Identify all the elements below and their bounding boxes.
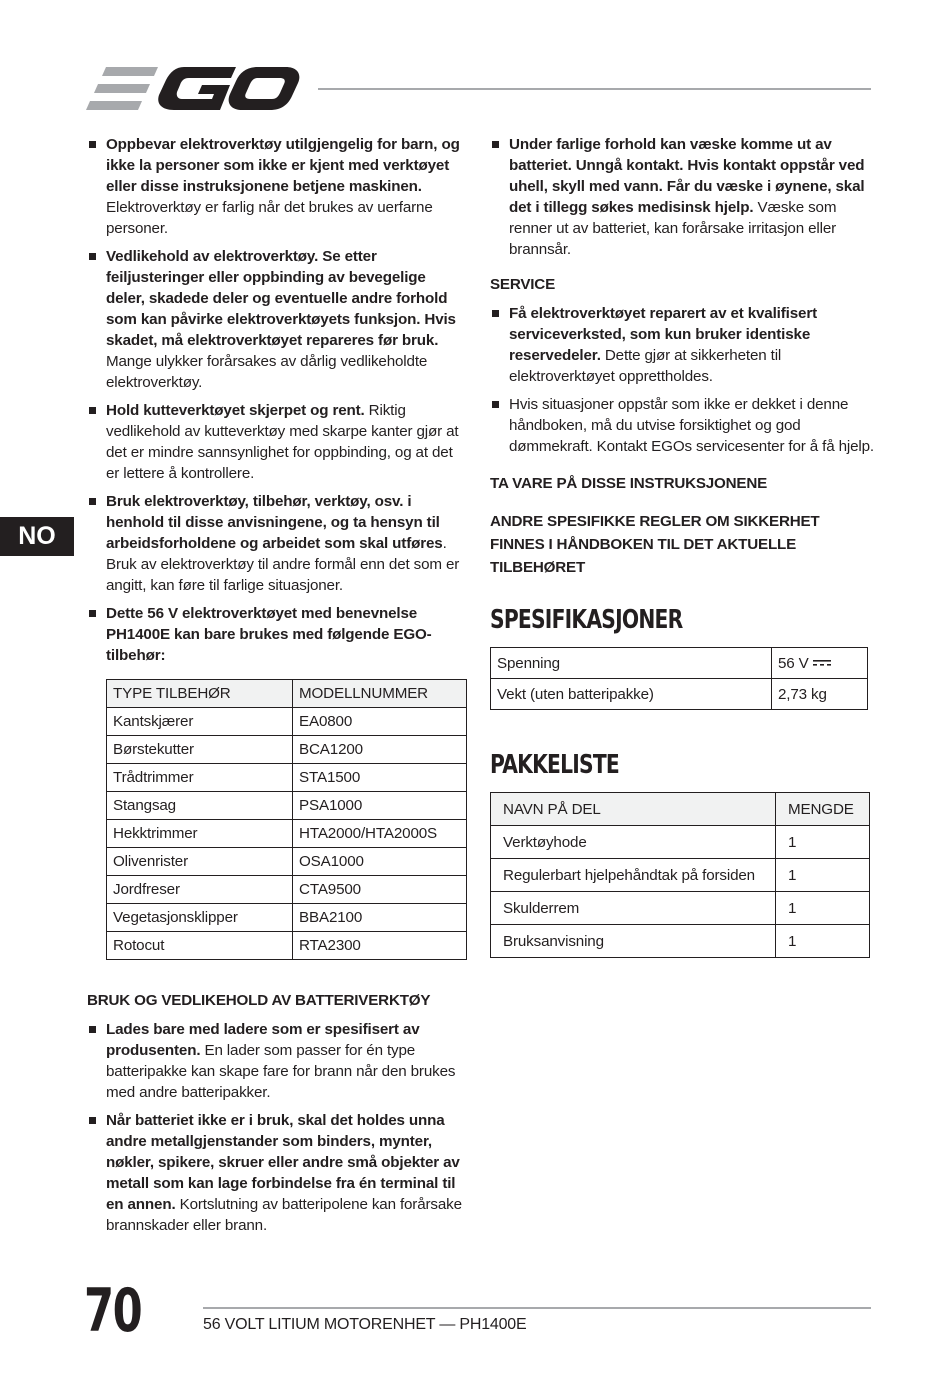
table-cell: 2,73 kg <box>772 679 868 710</box>
table-cell: OSA1000 <box>293 848 467 876</box>
bullet-text: Mange ulykker forårsakes av dårlig vedlikeholdte elektroverktøy. <box>106 353 428 391</box>
list-item <box>87 1019 467 1103</box>
table-row <box>107 708 467 736</box>
table-header-cell: NAVN PÅ DEL <box>491 793 776 826</box>
bullet-bold: Få elektroverktøyet reparert av et kvalifisert serviceverksted, som kun bruker identiske reservedeler. <box>509 305 817 364</box>
footer-rule <box>203 1307 871 1309</box>
table-row <box>107 764 467 792</box>
bullet-text: Elektroverktøy er farlig når det brukes av uerfarne personer. <box>106 199 433 237</box>
table-row <box>491 925 870 958</box>
packing-list-heading: PAKKELISTE <box>490 750 619 780</box>
list-item <box>87 246 467 393</box>
table-cell: Vegetasjonsklipper <box>107 904 293 932</box>
table-cell: Spenning <box>491 648 772 679</box>
table-cell: EA0800 <box>293 708 467 736</box>
bullet-text: Dette gjør at sikkerheten til elektroverktøyet opprettholdes. <box>509 347 782 385</box>
safety-list <box>87 134 467 666</box>
bullet-text: En lader som passer for én type batteripakke kan skape fare for brann når den brukes med andre batteripakker. <box>106 1042 456 1101</box>
bullet-text: Hvis situasjoner oppstår som ikke er dekket i denne håndboken, må du utvise forsiktighet og god dømmekraft. Kontakt EGOs servicesenter for å få hjelp. <box>509 396 874 455</box>
table-cell: Bruksanvisning <box>491 925 776 958</box>
other-rules-heading: ANDRE SPESIFIKKE REGLER OM SIKKERHET FINNES I HÅNDBOKEN TIL DET AKTUELLE TILBEHØRET <box>490 513 820 576</box>
table-header-row <box>491 793 870 826</box>
table-cell: Trådtrimmer <box>107 764 293 792</box>
bullet-bold: Hold kutteverktøyet skjerpet og rent. <box>106 402 365 419</box>
table-cell: Vekt (uten batteripakke) <box>491 679 772 710</box>
bullet-bold: Vedlikehold av elektroverktøy. Se etter feiljusteringer eller oppbinding av bevegelige deler, skadede deler og eventuelle andre forhold som kan påvirke elektroverktøyets funksjon. Hvis skadet, må elektroverktøyet repareres før bruk. <box>106 248 456 349</box>
list-item <box>490 394 875 457</box>
table-cell: 1 <box>776 925 870 958</box>
table-cell: Regulerbart hjelpehåndtak på forsiden <box>491 859 776 892</box>
list-item <box>87 400 467 484</box>
table-cell: 1 <box>776 892 870 925</box>
table-row <box>107 876 467 904</box>
table-cell: Skulderrem <box>491 892 776 925</box>
table-row <box>491 679 868 710</box>
page-number: 70 <box>84 1276 142 1346</box>
table-cell: CTA9500 <box>293 876 467 904</box>
table-cell <box>772 648 868 679</box>
specifications-heading: SPESIFIKASJONER <box>490 605 683 635</box>
table-cell: BCA1200 <box>293 736 467 764</box>
table-row <box>491 826 870 859</box>
table-cell: Rotocut <box>107 932 293 960</box>
battery-list <box>87 1019 467 1236</box>
battery-fluid-list <box>490 134 875 260</box>
table-cell: Verktøyhode <box>491 826 776 859</box>
table-cell: 1 <box>776 859 870 892</box>
table-row <box>491 859 870 892</box>
bullet-text: . Bruk av elektroverktøy til andre formål enn det som er angitt, kan føre til farlige situasjoner. <box>106 535 460 594</box>
bullet-bold: Oppbevar elektroverktøy utilgjengelig for barn, og ikke la personer som ikke er kjent med verktøyet eller disse instruksjonene betjene maskinen. <box>106 136 460 195</box>
table-row <box>491 648 868 679</box>
bullet-text: Kortslutning av batteripolene kan forårsake brannskader eller brann. <box>106 1196 462 1234</box>
list-item <box>87 1110 467 1236</box>
table-cell: Jordfreser <box>107 876 293 904</box>
voltage-value: 56 V <box>778 654 809 672</box>
table-cell: STA1500 <box>293 764 467 792</box>
table-row <box>107 848 467 876</box>
bullet-bold: Bruk elektroverktøy, tilbehør, verktøy, osv. i henhold til disse anvisningene, og ta hensyn til arbeidsforholdene og arbeidet som skal utføres <box>106 493 443 552</box>
right-column <box>490 134 875 958</box>
table-row <box>107 820 467 848</box>
ego-logo <box>86 64 300 114</box>
table-cell: Stangsag <box>107 792 293 820</box>
table-cell: Hekktrimmer <box>107 820 293 848</box>
language-tab: NO <box>0 517 74 556</box>
bullet-bold: Dette 56 V elektroverktøyet med benevnelse PH1400E kan bare brukes med følgende EGO-tilbehør: <box>106 605 432 664</box>
specifications-table <box>490 647 868 710</box>
dc-current-icon <box>812 658 832 668</box>
bullet-bold: Lades bare med ladere som er spesifisert av produsenten. <box>106 1021 420 1059</box>
table-cell: RTA2300 <box>293 932 467 960</box>
table-header-cell: MENGDE <box>776 793 870 826</box>
bullet-text: Væske som renner ut av batteriet, kan forårsake irritasjon eller brannsår. <box>509 199 837 258</box>
table-row <box>107 932 467 960</box>
table-header-cell: MODELLNUMMER <box>293 680 467 708</box>
bullet-bold: Under farlige forhold kan væske komme ut av batteriet. Unngå kontakt. Hvis kontakt oppstår ved uhell, skyll med vann. Får du væske i øynene, skal det i tillegg søkes medisinsk hjelp. <box>509 136 865 216</box>
keep-instructions-heading: TA VARE PÅ DISSE INSTRUKSJONENE <box>490 475 768 492</box>
table-cell: Kantskjærer <box>107 708 293 736</box>
bullet-bold: Når batteriet ikke er i bruk, skal det holdes unna andre metallgjenstander som binders, mynter, nøkler, spikere, skruer eller andre små objekter av metall som kan lage forbindelse fra én terminal til en annen. <box>106 1112 460 1213</box>
list-item <box>87 491 467 596</box>
service-heading: SERVICE <box>490 276 556 293</box>
footer-text: 56 VOLT LITIUM MOTORENHET — PH1400E <box>203 1316 527 1333</box>
table-cell: PSA1000 <box>293 792 467 820</box>
left-column <box>87 134 467 1243</box>
table-cell: Olivenrister <box>107 848 293 876</box>
table-cell: HTA2000/HTA2000S <box>293 820 467 848</box>
table-header-row <box>107 680 467 708</box>
table-cell: BBA2100 <box>293 904 467 932</box>
packing-list-table <box>490 792 870 958</box>
list-item <box>490 134 875 260</box>
list-item <box>490 303 875 387</box>
table-header-cell: TYPE TILBEHØR <box>107 680 293 708</box>
header-rule <box>318 88 871 90</box>
list-item <box>87 603 467 666</box>
table-cell: Børstekutter <box>107 736 293 764</box>
bullet-text: Riktig vedlikehold av kutteverktøy med skarpe kanter gjør at det er mindre sannsynlighet for oppbinding, og at det er lettere å kontrollere. <box>106 402 459 482</box>
service-list <box>490 303 875 457</box>
table-row <box>107 792 467 820</box>
battery-section-heading: BRUK OG VEDLIKEHOLD AV BATTERIVERKTØY <box>87 992 431 1009</box>
list-item <box>87 134 467 239</box>
table-row <box>107 736 467 764</box>
table-cell: 1 <box>776 826 870 859</box>
table-row <box>491 892 870 925</box>
accessory-table <box>106 679 467 960</box>
table-row <box>107 904 467 932</box>
